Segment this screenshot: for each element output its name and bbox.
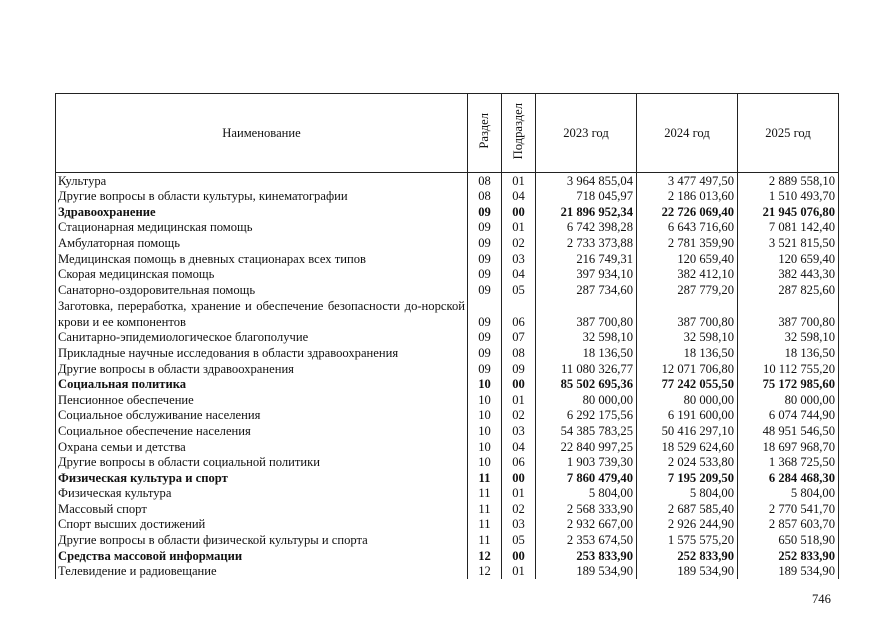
cell-2025: 5 804,00 [738,486,839,502]
table-row [56,204,839,220]
cell-2024: 1 575 575,20 [637,532,738,548]
cell-2025: 75 172 985,60 [738,377,839,393]
cell-name: Скорая медицинская помощь [56,267,468,283]
cell-section: 10 [468,423,502,439]
cell-subsection: 00 [502,548,536,564]
cell-subsection: 02 [502,501,536,517]
cell-2025: 7 081 142,40 [738,220,839,236]
cell-2025: 2 857 603,70 [738,517,839,533]
cell-2025: 189 534,90 [738,564,839,580]
cell-section: 09 [468,330,502,346]
cell-2025: 3 521 815,50 [738,235,839,251]
cell-subsection: 03 [502,251,536,267]
cell-subsection: 04 [502,267,536,283]
cell-section: 09 [468,282,502,298]
table-row [56,282,839,298]
table-row [56,330,839,346]
cell-2023: 22 840 997,25 [536,439,637,455]
table-row [56,189,839,205]
cell-subsection: 07 [502,330,536,346]
cell-name: Стационарная медицинская помощь [56,220,468,236]
cell-section: 08 [468,173,502,189]
table-row [56,548,839,564]
table-row [56,267,839,283]
cell-2025: 2 770 541,70 [738,501,839,517]
cell-section: 12 [468,548,502,564]
cell-subsection: 01 [502,486,536,502]
table-row [56,532,839,548]
table-row [56,361,839,377]
cell-name: Охрана семьи и детства [56,439,468,455]
cell-2023: 2 733 373,88 [536,235,637,251]
cell-section: 11 [468,470,502,486]
cell-name: Амбулаторная помощь [56,235,468,251]
cell-name: Социальное обеспечение населения [56,423,468,439]
cell-2024: 22 726 069,40 [637,204,738,220]
cell-name: Социальное обслуживание населения [56,408,468,424]
cell-subsection: 02 [502,235,536,251]
cell-name: Физическая культура и спорт [56,470,468,486]
cell-2025: 382 443,30 [738,267,839,283]
cell-2024: 18 529 624,60 [637,439,738,455]
cell-2023: 1 903 739,30 [536,455,637,471]
cell-2024: 382 412,10 [637,267,738,283]
cell-2023: 216 749,31 [536,251,637,267]
cell-2023: 11 080 326,77 [536,361,637,377]
cell-subsection: 09 [502,361,536,377]
cell-section: 11 [468,532,502,548]
cell-2025: 10 112 755,20 [738,361,839,377]
table-row [56,439,839,455]
header-year-2024-label: 2024 год [664,125,710,140]
budget-table [55,93,839,579]
table-body [56,173,839,580]
header-year-2023-label: 2023 год [563,125,609,140]
cell-2025: 48 951 546,50 [738,423,839,439]
cell-subsection: 04 [502,439,536,455]
table-row [56,501,839,517]
cell-2025: 32 598,10 [738,330,839,346]
cell-2025: 6 074 744,90 [738,408,839,424]
cell-2025: 120 659,40 [738,251,839,267]
cell-2025: 2 889 558,10 [738,173,839,189]
cell-2023: 32 598,10 [536,330,637,346]
table-row [56,517,839,533]
cell-2025: 287 825,60 [738,282,839,298]
cell-subsection: 08 [502,345,536,361]
cell-2025: 1 510 493,70 [738,189,839,205]
header-name-label: Наименование [222,125,301,140]
cell-subsection: 04 [502,189,536,205]
cell-section: 10 [468,455,502,471]
table-row [56,235,839,251]
cell-section: 11 [468,486,502,502]
cell-2023: 85 502 695,36 [536,377,637,393]
cell-name: Санаторно-оздоровительная помощь [56,282,468,298]
cell-subsection: 00 [502,204,536,220]
cell-2024: 2 024 533,80 [637,455,738,471]
cell-section: 09 [468,220,502,236]
cell-name: Прикладные научные исследования в области здравоохранения [56,345,468,361]
cell-2025: 6 284 468,30 [738,470,839,486]
cell-2024: 50 416 297,10 [637,423,738,439]
cell-name: Другие вопросы в области культуры, кинематографии [56,189,468,205]
cell-2025: 80 000,00 [738,392,839,408]
page-number: 746 [812,592,831,606]
cell-section: 10 [468,408,502,424]
table-row [56,251,839,267]
cell-name: Массовый спорт [56,501,468,517]
cell-name: Спорт высших достижений [56,517,468,533]
table-row [56,486,839,502]
cell-name: Телевидение и радиовещание [56,564,468,580]
cell-2023: 3 964 855,04 [536,173,637,189]
cell-section: 08 [468,189,502,205]
cell-section: 11 [468,501,502,517]
cell-name: Пенсионное обеспечение [56,392,468,408]
cell-name-text: Заготовка, переработка, хранение и обеспечение безопасности до-норской крови и ее компонентов [58,298,465,329]
cell-2025: 18 697 968,70 [738,439,839,455]
cell-2025: 1 368 725,50 [738,455,839,471]
cell-2023: 397 934,10 [536,267,637,283]
cell-subsection: 01 [502,392,536,408]
cell-section: 09 [468,251,502,267]
cell-2024: 189 534,90 [637,564,738,580]
cell-2023: 6 292 175,56 [536,408,637,424]
cell-2023: 54 385 783,25 [536,423,637,439]
table-row [56,408,839,424]
cell-2024: 2 781 359,90 [637,235,738,251]
header-section [468,94,502,173]
cell-2024: 2 926 244,90 [637,517,738,533]
header-section-label: Раздел [477,113,491,149]
cell-2023: 6 742 398,28 [536,220,637,236]
header-subsection-label: Подраздел [511,102,525,160]
cell-2024: 252 833,90 [637,548,738,564]
table-row [56,392,839,408]
cell-name: Другие вопросы в области социальной политики [56,455,468,471]
cell-2025: 21 945 076,80 [738,204,839,220]
table-row [56,377,839,393]
table-row [56,345,839,361]
cell-section: 12 [468,564,502,580]
cell-2024: 12 071 706,80 [637,361,738,377]
table-row [56,220,839,236]
cell-2024: 80 000,00 [637,392,738,408]
cell-2023: 387 700,80 [536,298,637,330]
cell-section: 10 [468,392,502,408]
cell-name: Физическая культура [56,486,468,502]
cell-name: Средства массовой информации [56,548,468,564]
cell-2024: 6 191 600,00 [637,408,738,424]
cell-2023: 2 568 333,90 [536,501,637,517]
cell-2023: 253 833,90 [536,548,637,564]
cell-2023: 18 136,50 [536,345,637,361]
cell-subsection: 00 [502,377,536,393]
cell-subsection: 06 [502,455,536,471]
cell-2024: 6 643 716,60 [637,220,738,236]
cell-2025: 252 833,90 [738,548,839,564]
cell-2024: 387 700,80 [637,298,738,330]
cell-section: 09 [468,298,502,330]
cell-2024: 32 598,10 [637,330,738,346]
cell-name: Другие вопросы в области физической культуры и спорта [56,532,468,548]
cell-subsection: 03 [502,517,536,533]
cell-2024: 77 242 055,50 [637,377,738,393]
cell-subsection: 00 [502,470,536,486]
cell-2023: 5 804,00 [536,486,637,502]
cell-subsection: 02 [502,408,536,424]
cell-name: Здравоохранение [56,204,468,220]
table-row [56,173,839,189]
table-header-row [56,94,839,173]
header-subsection [502,94,536,173]
cell-section: 09 [468,267,502,283]
table-row [56,423,839,439]
header-year-2023 [536,94,637,173]
cell-2023: 21 896 952,34 [536,204,637,220]
cell-section: 09 [468,235,502,251]
cell-2024: 5 804,00 [637,486,738,502]
cell-subsection: 03 [502,423,536,439]
header-year-2025 [738,94,839,173]
cell-2023: 7 860 479,40 [536,470,637,486]
cell-subsection: 05 [502,532,536,548]
cell-2024: 3 477 497,50 [637,173,738,189]
cell-2024: 2 687 585,40 [637,501,738,517]
cell-2024: 287 779,20 [637,282,738,298]
cell-subsection: 01 [502,173,536,189]
header-name [56,94,468,173]
table-row [56,470,839,486]
cell-name: Санитарно-эпидемиологическое благополучие [56,330,468,346]
cell-2025: 387 700,80 [738,298,839,330]
cell-name: Другие вопросы в области здравоохранения [56,361,468,377]
cell-section: 09 [468,361,502,377]
header-year-2024 [637,94,738,173]
table-row [56,298,839,330]
cell-name: Культура [56,173,468,189]
cell-2025: 650 518,90 [738,532,839,548]
cell-2024: 7 195 209,50 [637,470,738,486]
cell-name: Медицинская помощь в дневных стационарах всех типов [56,251,468,267]
cell-2025: 18 136,50 [738,345,839,361]
cell-2023: 2 932 667,00 [536,517,637,533]
cell-2023: 718 045,97 [536,189,637,205]
header-year-2025-label: 2025 год [765,125,811,140]
table-row [56,564,839,580]
cell-section: 09 [468,345,502,361]
cell-2024: 18 136,50 [637,345,738,361]
cell-2024: 2 186 013,60 [637,189,738,205]
cell-2023: 80 000,00 [536,392,637,408]
cell-section: 10 [468,439,502,455]
cell-name: Социальная политика [56,377,468,393]
cell-name [56,298,468,330]
cell-2024: 120 659,40 [637,251,738,267]
cell-section: 11 [468,517,502,533]
cell-2023: 2 353 674,50 [536,532,637,548]
cell-subsection: 05 [502,282,536,298]
cell-subsection: 06 [502,298,536,330]
cell-subsection: 01 [502,220,536,236]
table-row [56,455,839,471]
cell-section: 10 [468,377,502,393]
cell-section: 09 [468,204,502,220]
cell-2023: 287 734,60 [536,282,637,298]
cell-subsection: 01 [502,564,536,580]
cell-2023: 189 534,90 [536,564,637,580]
